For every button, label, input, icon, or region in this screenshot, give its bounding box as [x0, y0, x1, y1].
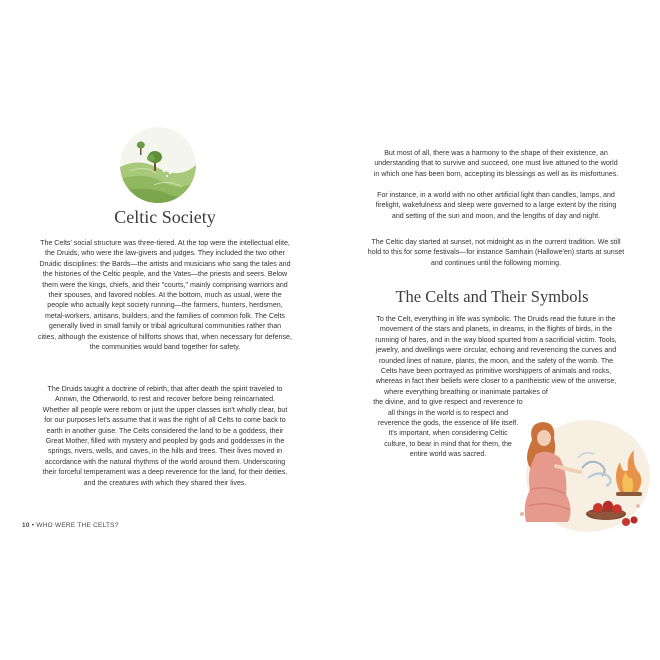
- text-line: It's important, when considering Celtic: [388, 429, 508, 438]
- text-line: Celts have been portrayed as primitive worshippers of animals and rocks,: [380, 367, 612, 376]
- text-line: movement of the stars and planets, in dreams, in the flights of birds, in the: [379, 325, 613, 334]
- text-line: and setting of the sun and moon, and the lengths of day and night.: [391, 211, 601, 220]
- text-line: running of hares, and in the way blood spurted from a sacrificial victim. Tools,: [375, 335, 617, 344]
- text-line: The Druids taught a doctrine of rebirth, that after death the spirit traveled to: [47, 385, 283, 393]
- text-line: the divine, and to give respect and reverence to: [373, 398, 523, 407]
- text-line: To the Celt, everything in life was symbolic. The Druids read the future in the: [376, 315, 616, 323]
- text-line: jewelry, and dwellings were circular, echoing and reverencing the curves and: [375, 346, 617, 355]
- text-line: the histories of the Celtic people, and the Vates—the priests and seers. Below: [42, 270, 288, 279]
- text-line: The Celtic day started at sunset, not midnight as in the current tradition. We still: [371, 238, 621, 246]
- text-line: reverence the gods, the essence of life itself.: [377, 419, 519, 428]
- text-line: Druidic disciplines: the Bards—the artists and musicians who sang the tales and: [39, 259, 291, 268]
- text-line: their forceful temperament was a deep reverence for the land, for their deities,: [42, 468, 288, 477]
- text-line: Great Mother, filled with mystery and peopled by gods and goddesses in the: [45, 437, 285, 446]
- text-line: in which one has been born, accepting its blessings as well as its misfortunes.: [373, 169, 619, 178]
- text-line: But most of all, there was a harmony to the shape of their existence, an: [384, 149, 608, 157]
- section-title-celts-and-symbols: The Celts and Their Symbols: [395, 287, 589, 306]
- text-line: Annwn, the Otherworld, to rest and recover before being reincarnated.: [54, 395, 276, 404]
- text-line: understanding that to survive and succeed, one must live attuned to the world: [374, 159, 618, 168]
- footer-bullet: •: [31, 522, 35, 529]
- text-line: whereas in fact their beliefs were closer to a pantheistic view of the universe,: [375, 377, 617, 386]
- paragraph-social-structure: [22, 238, 308, 352]
- text-line: and continues until the following morning.: [430, 258, 562, 267]
- text-line: For instance, in a world with no other artificial light than candles, lamps, and: [377, 191, 615, 199]
- green-hills-tree-icon: [120, 127, 196, 203]
- text-line: entire world was sacred.: [409, 450, 487, 459]
- page-footer: [22, 522, 119, 529]
- text-line: The Celts' social structure was three-tiered. At the top were the intellectual elite,: [40, 239, 290, 247]
- text-line: for our purposes let's assume that it was the right of all Celts to come back to: [44, 416, 286, 425]
- paragraph-harmony: [360, 148, 632, 179]
- text-line: firelight, wakefulness and sleep were governed to a large extent by the rising: [375, 201, 617, 210]
- text-line: the Druids, who were the law-givers and judges. They included the two other: [44, 249, 285, 258]
- text-line: Whether all people were reborn or just the upper classes isn't wholly clear, but: [42, 405, 288, 414]
- text-line: earth in another guise. The Celts considered the land to be a goddess, their: [46, 426, 284, 435]
- text-line: the communities would band together for safety.: [89, 343, 241, 352]
- section-title-celtic-society: Celtic Society: [114, 207, 216, 227]
- paragraph-celtic-day: [360, 237, 632, 268]
- text-line: their spouses, and favored nobles. At the bottom, much as usual, were the: [48, 291, 282, 300]
- right-page: [330, 0, 660, 660]
- text-line: generally lived in small family or tribal agricultural communities rather than: [48, 322, 282, 331]
- text-line: people who actually kept society running—the farmers, hunters, herdsmen,: [47, 301, 283, 310]
- text-line: metal-workers, artisans, builders, and the families of common folk. The Celts: [45, 311, 285, 320]
- text-line: culture, to bear in mind that for them, the: [384, 439, 512, 448]
- running-head: WHO WERE THE CELTS?: [36, 522, 119, 529]
- text-line: cities, although the existence of hillforts shows that, when necessary for defense,: [38, 332, 292, 341]
- text-line: accordance with the natural rhythms of the world around them. Underscoring: [44, 457, 286, 466]
- paragraph-light-and-sleep: [360, 190, 632, 221]
- text-line: where everything breathing or inanimate partakes of: [384, 387, 548, 396]
- text-line: and the creatures with which they shared their lives.: [83, 478, 247, 487]
- text-line: springs, rivers, wells, and caves, in the hills and trees. Their lives moved in: [47, 447, 283, 456]
- page-number: 10: [22, 522, 30, 529]
- text-line: rounded lines of nature, plants, the moon, and the safety of the womb. The: [378, 356, 614, 365]
- text-line: them were the kings, chiefs, and their "courts," mainly comprising warriors and: [42, 280, 288, 289]
- text-line: all things in the world is to respect and: [387, 408, 509, 417]
- text-line: hold to this for some festivals—for instance Samhain (Hallowe'en) starts at sunset: [367, 248, 625, 257]
- woman-with-fire-and-apples-icon: [508, 414, 652, 534]
